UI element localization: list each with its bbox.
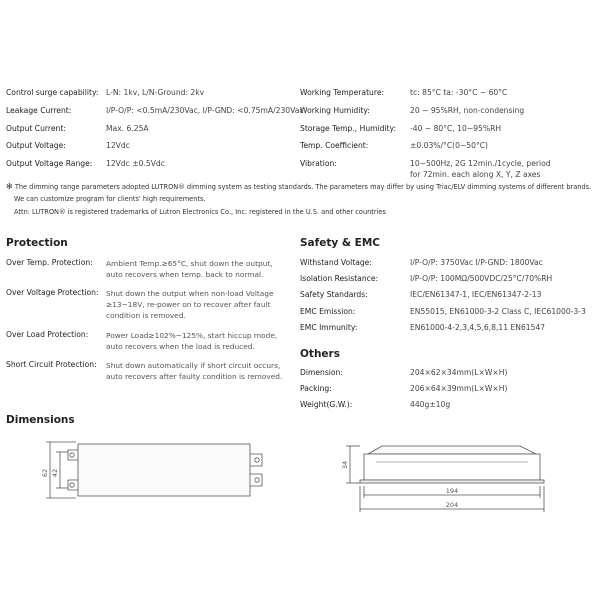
- protection-text: condition is removed.: [106, 311, 186, 320]
- others-title: Others: [300, 348, 340, 360]
- note-trademark: Attn: LUTRON® is registered trademarks of Lutron Electronics Co., Inc. registered in the U.S. and other countries: [14, 208, 386, 216]
- spec-label: Output Voltage Range:: [6, 159, 93, 168]
- asterisk-icon: ✻: [6, 182, 13, 191]
- protection-title: Protection: [6, 237, 68, 249]
- dimensions-title: Dimensions: [6, 414, 75, 426]
- spec-value: tc: 85°C ta: -30°C ~ 60°C: [410, 88, 508, 97]
- others-label: Dimension:: [300, 368, 343, 377]
- others-value: 440g±10g: [410, 400, 451, 409]
- safety-value: EN61000-4-2,3,4,5,6,8,11 EN61547: [410, 323, 546, 332]
- spec-label: Temp. Coefficient:: [300, 141, 369, 150]
- protection-label: Short Circuit Protection:: [6, 360, 97, 369]
- safety-value: IEC/EN61347-1, IEC/EN61347-2-13: [410, 290, 542, 299]
- note-dimming-text: The dimming range parameters adopted LUTRON® dimming system as testing standards. The parameters may differ by using Triac/ELV dimming systems of different brands.: [14, 183, 592, 191]
- spec-label: Output Voltage:: [6, 141, 66, 150]
- protection-label: Over Load Protection:: [6, 330, 89, 339]
- spec-value: Max. 6.25A: [106, 124, 149, 133]
- spec-value: -40 ~ 80°C, 10~95%RH: [410, 124, 502, 133]
- others-label: Weight(G.W.):: [300, 400, 353, 409]
- side-view-drawing: [320, 440, 590, 520]
- spec-label: Control surge capability:: [6, 88, 99, 97]
- spec-value: 12Vdc: [106, 141, 130, 150]
- protection-text: auto recovers after faulty condition is removed.: [106, 372, 283, 381]
- safety-label: EMC Immunity:: [300, 323, 358, 332]
- spec-value: L-N: 1kv, L/N-Ground: 2kv: [106, 88, 205, 97]
- others-value: 206×64×39mm(L×W×H): [410, 384, 508, 393]
- safety-label: Safety Standards:: [300, 290, 368, 299]
- protection-text: auto recovers when temp. back to normal.: [106, 270, 264, 279]
- spec-label: Storage Temp., Humidity:: [300, 124, 397, 133]
- safety-label: EMC Emission:: [300, 307, 356, 316]
- others-value: 204×62×34mm(L×W×H): [410, 368, 508, 377]
- spec-value: 12Vdc ±0.5Vdc: [106, 159, 165, 168]
- top-view-drawing: [30, 432, 290, 512]
- others-label: Packing:: [300, 384, 332, 393]
- safety-value: EN55015, EN61000-3-2 Class C, IEC61000-3-3: [410, 307, 586, 316]
- protection-text: ≥13~18V, re-power on to recover after fault: [106, 300, 271, 309]
- spec-value: 20 ~ 95%RH, non-condensing: [410, 106, 525, 115]
- spec-label: Working Humidity:: [300, 106, 370, 115]
- note-dimming: [6, 182, 591, 191]
- spec-value: ±0.03%/°C(0~50°C): [410, 141, 489, 150]
- safety-title: Safety & EMC: [300, 237, 380, 249]
- protection-text: Shut down automatically if short circuit occurs,: [106, 361, 281, 370]
- note-customize: We can customize program for clients' high requirements.: [14, 195, 206, 203]
- protection-text: Ambient Temp.≥65°C, shut down the output,: [106, 259, 273, 268]
- safety-label: Withstand Voltage:: [300, 258, 372, 267]
- protection-text: Shut down the output when non-load Voltage: [106, 289, 274, 298]
- protection-text: auto recovers when the load is reduced.: [106, 342, 255, 351]
- protection-label: Over Temp. Protection:: [6, 258, 93, 267]
- safety-label: Isolation Resistance:: [300, 274, 379, 283]
- safety-value: I/P-O/P: 3750Vac I/P-GND: 1800Vac: [410, 258, 543, 267]
- spec-value: I/P-O/P: <0.5mA/230Vac, I/P-GND: <0.75mA/230Vac: [106, 106, 304, 115]
- spec-label: Output Current:: [6, 124, 66, 133]
- protection-text: Power Load≥102%~125%, start hiccup mode,: [106, 331, 278, 340]
- spec-label: Vibration:: [300, 159, 337, 168]
- top-view-dim-42: 42: [51, 468, 59, 478]
- protection-label: Over Voltage Protection:: [6, 288, 99, 297]
- spec-value: 10~500Hz, 2G 12min./1cycle, period: [410, 159, 551, 168]
- top-view-dim-62: 62: [41, 468, 49, 478]
- spec-label: Working Temperature:: [300, 88, 385, 97]
- side-view-dim-34: 34: [341, 460, 349, 470]
- side-view-dim-194: 194: [445, 487, 459, 495]
- spec-label: Leakage Current:: [6, 106, 72, 115]
- safety-value: I/P-O/P: 100MΩ/500VDC/25°C/70%RH: [410, 274, 553, 283]
- spec-value: for 72min. each along X, Y, Z axes: [410, 170, 541, 179]
- side-view-dim-204: 204: [445, 501, 459, 509]
